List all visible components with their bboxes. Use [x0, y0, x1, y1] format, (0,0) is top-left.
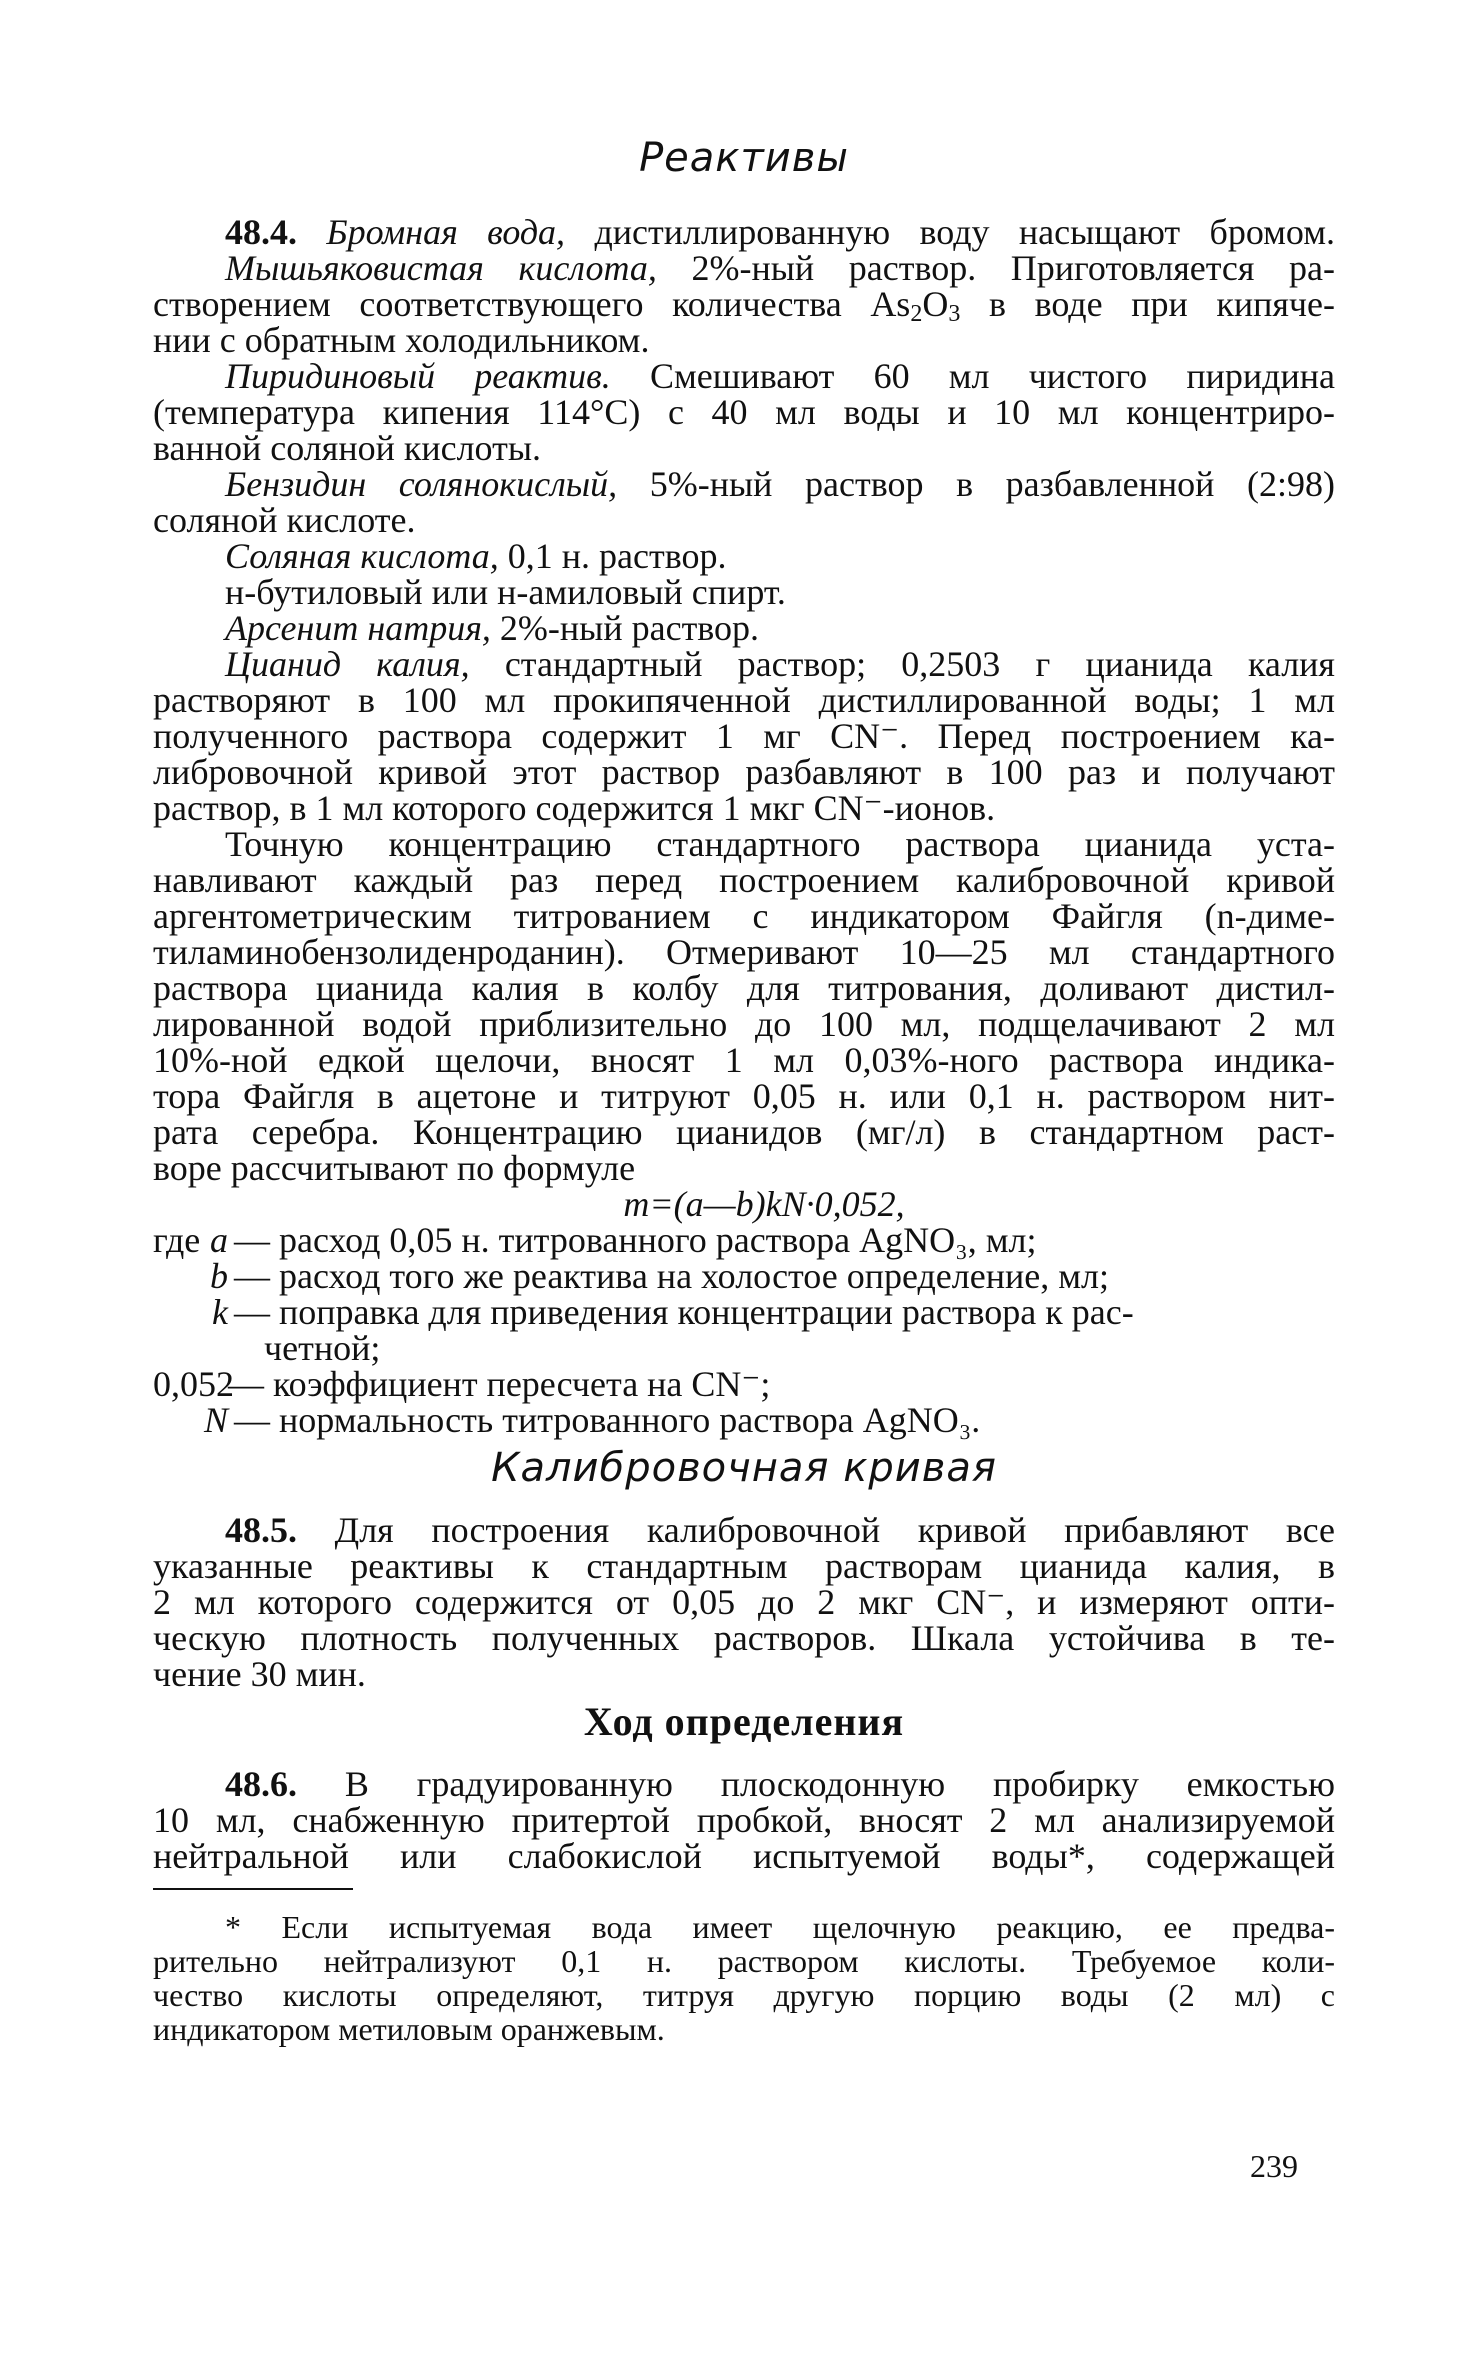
legend-symbol: b — [210, 1256, 228, 1296]
paragraph-line: аргентометрическим титрованием с индикатором Файгля (n-диме- — [153, 896, 1335, 936]
reagent-line: раствор, в 1 мл которого содержится 1 мкг CN⁻-ионов. — [153, 788, 996, 828]
paragraph-text: 2%-ный раствор. Приготовляется ра- — [691, 248, 1335, 288]
paragraph-number: 48.6. — [225, 1764, 297, 1804]
page-number: 239 — [1250, 2148, 1298, 2184]
legend-text: — нормальность титрованного раствора AgNO₃. — [234, 1400, 981, 1440]
footnote-line: * Если испытуемая вода имеет щелочную реакцию, ее предва- — [225, 1909, 1335, 1945]
paragraph-text: в воде при кипяче- — [960, 284, 1335, 324]
reagent-line — [153, 538, 1335, 574]
heading-calibration: Калибровочная кривая — [491, 1445, 997, 1491]
formula-legend-row — [153, 1330, 1335, 1366]
reagent-line: (температура кипения 114°С) с 40 мл воды и 10 мл концентриро- — [153, 392, 1335, 432]
book-page — [153, 135, 1336, 2047]
reagent-term: Мышьяковистая кислота, — [225, 248, 657, 288]
legend-text: — поправка для приведения концентрации раствора к рас- — [234, 1292, 1134, 1332]
legend-symbol: N — [203, 1400, 228, 1440]
paragraph-line: лированной водой приблизительно до 100 мл, подщелачивают 2 мл — [153, 1004, 1335, 1044]
paragraph-number: 48.5. — [225, 1510, 297, 1550]
paragraph-text: дистиллированную воду насыщают бромом. — [594, 212, 1336, 252]
paragraph-line: тиламинобензолиденроданин). Отмеривают 10—25 мл стандартного — [153, 932, 1335, 972]
paragraph-line: 10 мл, снабженную притертой пробкой, вносят 2 мл анализируемой — [153, 1800, 1335, 1840]
reagent-line: либровочной кривой этот раствор разбавляют в 100 раз и получают — [153, 752, 1335, 792]
paragraph-number: 48.4. — [225, 212, 297, 252]
formula-legend-row — [153, 1294, 1335, 1330]
legend-symbol — [153, 1330, 264, 1366]
paragraph-line: раствора цианида калия в колбу для титрования, доливают дистил- — [153, 968, 1335, 1008]
subscript: 2 — [910, 301, 923, 327]
legend-prefix: где — [153, 1220, 201, 1260]
legend-symbol: 0,052 — [153, 1364, 234, 1404]
reagent-line — [153, 358, 1335, 394]
paragraph-text: Смешивают 60 мл чистого пиридина — [649, 356, 1335, 396]
paragraph-line: 2 мл которого содержится от 0,05 до 2 мкг CN⁻, и измеряют опти- — [153, 1582, 1335, 1622]
reagent-line: полученного раствора содержит 1 мг CN⁻. Перед построением ка- — [153, 716, 1335, 756]
formula-legend-row — [153, 1366, 1335, 1402]
subscript: 3 — [948, 301, 961, 327]
paragraph-text: стандартный раствор; 0,2503 г цианида калия — [504, 644, 1335, 684]
reagent-line — [153, 610, 1335, 646]
formula-legend-row — [153, 1402, 1335, 1438]
reagent-line — [153, 250, 1335, 286]
paragraph-line: навливают каждый раз перед построением калибровочной кривой — [153, 860, 1335, 900]
reagent-line: растворяют в 100 мл прокипяченной дистиллированной воды; 1 мл — [153, 680, 1335, 720]
formula-legend-row — [153, 1222, 1335, 1258]
footnote-line: рительно нейтрализуют 0,1 н. раствором кислоты. Требуемое коли- — [153, 1943, 1335, 1979]
paragraph-48-4 — [153, 214, 1335, 250]
legend-text: четной; — [264, 1328, 381, 1368]
reagent-term: Арсенит натрия, — [225, 608, 491, 648]
reagent-line: н-бутиловый или н-амиловый спирт. — [225, 572, 786, 612]
reagent-term: Цианид калия, — [225, 644, 470, 684]
paragraph-text: В градуированную плоскодонную пробирку емкостью — [344, 1764, 1335, 1804]
footnote-line: чество кислоты определяют, титруя другую порцию воды (2 мл) с — [153, 1977, 1335, 2013]
paragraph-line: Точную концентрацию стандартного раствора цианида уста- — [225, 824, 1335, 864]
reagent-term: Соляная кислота, — [225, 536, 499, 576]
reagent-line: соляной кислоте. — [153, 500, 416, 540]
paragraph-text: 0,1 н. раствор. — [507, 536, 727, 576]
reagent-term: Бромная вода, — [326, 212, 566, 252]
legend-text: — коэффициент пересчета на CN⁻; — [228, 1364, 771, 1404]
formula: m=(a—b)kN·0,052, — [623, 1184, 905, 1224]
paragraph-line: воре рассчитывают по формуле — [153, 1148, 636, 1188]
reagent-line — [153, 284, 1335, 327]
reagent-term: Пиридиновый реактив. — [225, 356, 611, 396]
legend-symbol: k — [212, 1292, 228, 1332]
paragraph-text: Для построения калибровочной кривой прибавляют все — [334, 1510, 1335, 1550]
paragraph-line: чение 30 мин. — [153, 1654, 366, 1694]
paragraph-line: 10%-ной едкой щелочи, вносят 1 мл 0,03%-ного раствора индика- — [153, 1040, 1335, 1080]
paragraph-text: створением соответствующего количества As — [153, 284, 911, 324]
reagent-line — [153, 466, 1335, 502]
heading-reagents: Реактивы — [639, 135, 849, 181]
footnote — [153, 1910, 1335, 2046]
paragraph-line: рата серебра. Концентрацию цианидов (мг/л) в стандартном раст- — [153, 1112, 1335, 1152]
paragraph-text: 2%-ный раствор. — [499, 608, 760, 648]
paragraph-48-5 — [153, 1512, 1335, 1548]
footnote-divider — [153, 1888, 353, 1890]
paragraph-line: ческую плотность полученных растворов. Шкала устойчива в те- — [153, 1618, 1335, 1658]
reagent-term: Бензидин солянокислый, — [225, 464, 618, 504]
legend-text: — расход того же реактива на холостое определение, мл; — [234, 1256, 1109, 1296]
heading-procedure: Ход определения — [583, 1699, 905, 1744]
paragraph-text: O — [922, 284, 949, 324]
paragraph-line: тора Файгля в ацетоне и титруют 0,05 н. или 0,1 н. раствором нит- — [153, 1076, 1335, 1116]
paragraph-48-6 — [153, 1766, 1335, 1802]
footnote-line: индикатором метиловым оранжевым. — [153, 2011, 665, 2047]
paragraph-text: 5%-ный раствор в разбавленной (2:98) — [649, 464, 1335, 504]
formula-legend-row — [153, 1258, 1335, 1294]
legend-text: — расход 0,05 н. титрованного раствора AgNO₃, мл; — [234, 1220, 1037, 1260]
reagent-line — [153, 646, 1335, 682]
legend-symbol: a — [210, 1220, 228, 1260]
reagent-line: ванной соляной кислоты. — [153, 428, 542, 468]
paragraph-line: указанные реактивы к стандартным растворам цианида калия, в — [153, 1546, 1335, 1586]
reagent-line: нии с обратным холодильником. — [153, 320, 650, 360]
paragraph-line: нейтральной или слабокислой испытуемой воды*, содержащей — [153, 1836, 1335, 1876]
